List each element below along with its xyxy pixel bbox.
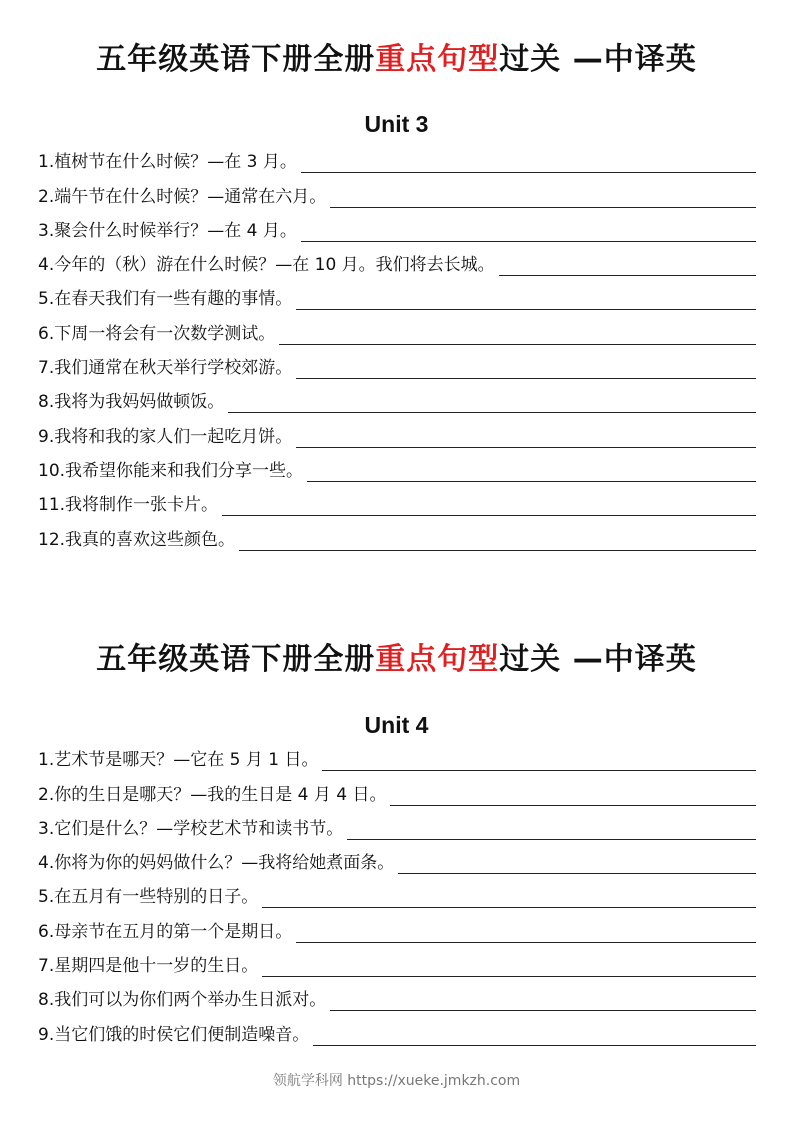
- question-text: 3.它们是什么？—学校艺术节和读书节。: [38, 818, 344, 839]
- question-item: [38, 384, 756, 418]
- answer-blank-line[interactable]: [296, 295, 756, 310]
- unit-heading: Unit 3: [364, 111, 429, 137]
- question-item: [38, 315, 756, 349]
- question-item: [38, 521, 756, 555]
- answer-blank-line[interactable]: [330, 193, 756, 208]
- question-item: [38, 879, 756, 913]
- question-item: [38, 247, 756, 281]
- answer-blank-line[interactable]: [296, 928, 756, 943]
- answer-blank-line[interactable]: [322, 756, 756, 771]
- question-text: 6.下周一将会有一次数学测试。: [38, 323, 276, 344]
- question-text: 9.当它们饿的时侯它们便制造噪音。: [38, 1024, 310, 1045]
- question-item: [38, 776, 756, 810]
- answer-blank-line[interactable]: [279, 330, 756, 345]
- question-item: [38, 982, 756, 1016]
- question-text: 1.艺术节是哪天？—它在 5 月 1 日。: [38, 750, 319, 771]
- question-text: 4.今年的（秋）游在什么时候？—在 10 月。我们将去长城。: [38, 255, 495, 276]
- title-part-c: 过关 —中译英: [499, 42, 697, 77]
- answer-blank-line[interactable]: [301, 158, 756, 173]
- answer-blank-line[interactable]: [330, 996, 756, 1011]
- question-text: 2.你的生日是哪天？—我的生日是 4 月 4 日。: [38, 784, 387, 805]
- question-text: 8.我们可以为你们两个举办生日派对。: [38, 990, 327, 1011]
- answer-blank-line[interactable]: [313, 1031, 756, 1046]
- question-item: [38, 948, 756, 982]
- question-text: 7.星期四是他十一岁的生日。: [38, 956, 259, 977]
- answer-blank-line[interactable]: [222, 501, 756, 516]
- title-part-a: 五年级英语下册全册: [96, 642, 376, 677]
- question-item: [38, 281, 756, 315]
- title-part-a: 五年级英语下册全册: [96, 42, 376, 77]
- question-text: 10.我希望你能来和我们分享一些。: [38, 460, 304, 481]
- page-title: [0, 40, 793, 80]
- question-item: [38, 144, 756, 178]
- answer-blank-line[interactable]: [301, 227, 756, 242]
- question-text: 4.你将为你的妈妈做什么？—我将给她煮面条。: [38, 853, 395, 874]
- answer-blank-line[interactable]: [239, 536, 756, 551]
- question-text: 12.我真的喜欢这些颜色。: [38, 529, 236, 550]
- question-item: [38, 418, 756, 452]
- page-title: [0, 640, 793, 680]
- question-item: [38, 845, 756, 879]
- unit-heading: Unit 4: [364, 712, 429, 738]
- question-list: [38, 742, 756, 1051]
- footer-source: 领航学科网 https://xueke.jmkzh.com: [272, 1073, 521, 1089]
- answer-blank-line[interactable]: [390, 791, 756, 806]
- question-text: 2.端午节在什么时候？—通常在六月。: [38, 186, 327, 207]
- question-text: 7.我们通常在秋天举行学校郊游。: [38, 358, 293, 379]
- question-text: 1.植树节在什么时候？—在 3 月。: [38, 152, 297, 173]
- question-item: [38, 178, 756, 212]
- question-item: [38, 742, 756, 776]
- question-item: [38, 350, 756, 384]
- question-item: [38, 811, 756, 845]
- answer-blank-line[interactable]: [262, 893, 756, 908]
- question-item: [38, 453, 756, 487]
- question-text: 3.聚会什么时候举行？—在 4 月。: [38, 220, 297, 241]
- answer-blank-line[interactable]: [296, 364, 756, 379]
- answer-blank-line[interactable]: [398, 859, 756, 874]
- answer-blank-line[interactable]: [307, 467, 756, 482]
- answer-blank-line[interactable]: [296, 433, 756, 448]
- question-item: [38, 1016, 756, 1050]
- question-text: 8.我将为我妈妈做顿饭。: [38, 392, 225, 413]
- answer-blank-line[interactable]: [347, 825, 756, 840]
- answer-blank-line[interactable]: [499, 261, 756, 276]
- title-part-c: 过关 —中译英: [499, 642, 697, 677]
- question-item: [38, 213, 756, 247]
- question-item: [38, 487, 756, 521]
- question-text: 9.我将和我的家人们一起吃月饼。: [38, 426, 293, 447]
- question-item: [38, 913, 756, 947]
- question-text: 5.在春天我们有一些有趣的事情。: [38, 289, 293, 310]
- question-list: [38, 144, 756, 556]
- title-highlight: 重点句型: [375, 42, 500, 77]
- question-text: 5.在五月有一些特别的日子。: [38, 887, 259, 908]
- question-text: 11.我将制作一张卡片。: [38, 495, 219, 516]
- answer-blank-line[interactable]: [228, 398, 756, 413]
- answer-blank-line[interactable]: [262, 962, 756, 977]
- question-text: 6.母亲节在五月的第一个是期日。: [38, 921, 293, 942]
- title-highlight: 重点句型: [375, 642, 500, 677]
